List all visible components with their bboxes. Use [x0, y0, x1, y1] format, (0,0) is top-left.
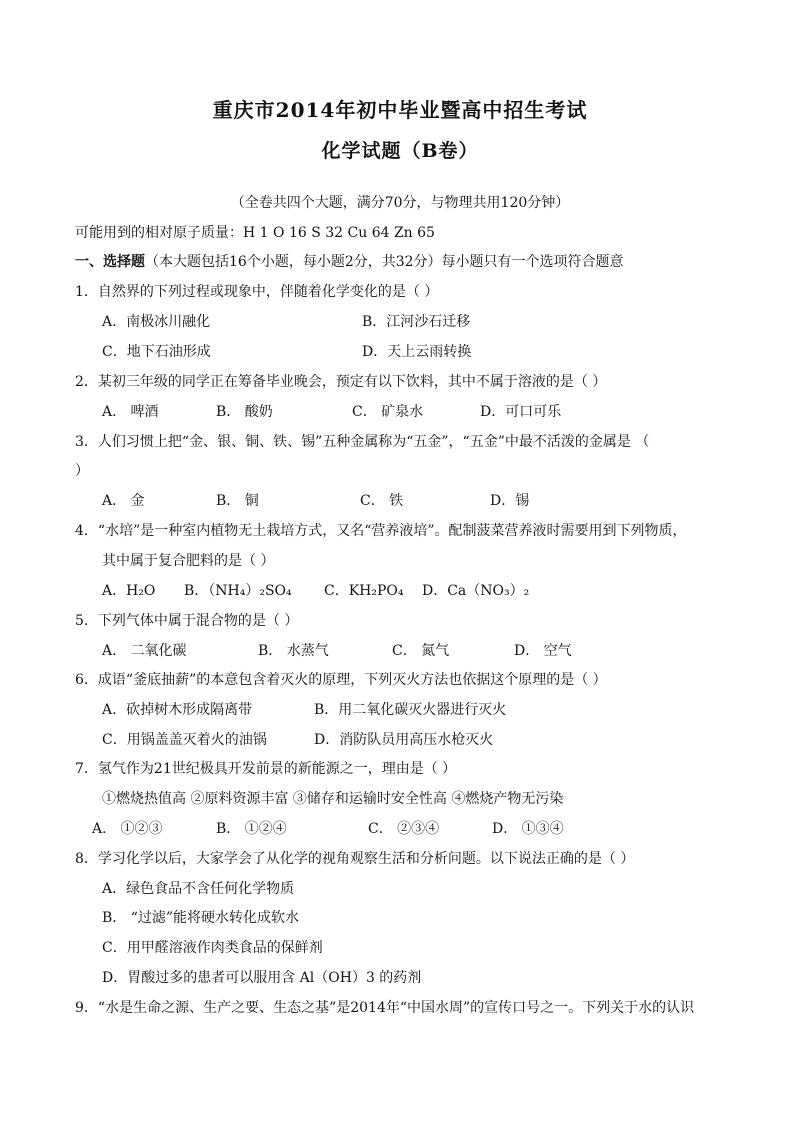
question-7-option-c: C． ②③④ — [368, 821, 440, 837]
atomic-masses: 可能用到的相对原子质量：H 1 O 16 S 32 Cu 64 Zn 65 — [75, 225, 435, 241]
question-2-option-c: C． 矿泉水 — [352, 404, 424, 420]
exam-note: （全卷共四个大题，满分70分，与物理共用120分钟） — [230, 195, 570, 211]
question-4-stem-cont: 其中属于复合肥料的是（ ） — [102, 553, 275, 569]
question-8-stem: 8．学习化学以后，大家学会了从化学的视角观察生活和分析问题。以下说法正确的是（ ） — [75, 851, 635, 867]
question-4-stem: 4．“水培”是一种室内植物无土栽培方式，又名“营养液培”。配制菠菜营养液时需要用到下列物质， — [75, 523, 687, 539]
question-6-option-c: C．用锅盖盖灭着火的油锅 — [102, 732, 267, 748]
question-5-option-c: C． 氮气 — [392, 643, 450, 659]
question-4-option-d: D．Ca（NO₃）₂ — [422, 583, 530, 599]
question-7-stem: 7．氢气作为21世纪极具开发前景的新能源之一，理由是（ ） — [75, 761, 457, 777]
question-7-option-a: A． ①②③ — [92, 821, 163, 837]
question-3-stem: 3．人们习惯上把“金、银、铜、铁、锡”五种金属称为“五金”，“五金”中最不活泼的金属是 （ — [75, 434, 650, 450]
question-5-stem: 5．下列气体中属于混合物的是（ ） — [75, 613, 299, 629]
question-4-option-b: B．（NH₄）₂SO₄ — [184, 583, 292, 599]
question-3-option-c: C． 铁 — [360, 493, 404, 509]
question-2-option-a: A． 啤酒 — [102, 404, 159, 420]
question-3-option-a: A． 金 — [102, 493, 145, 509]
exam-subtitle: 化学试题（B卷） — [321, 140, 479, 162]
question-5-option-a: A． 二氧化碳 — [102, 643, 187, 659]
question-8-option-a: A．绿色食品不含任何化学物质 — [102, 881, 295, 897]
section-heading-label: 一、选择题 — [75, 254, 145, 270]
question-2-option-d: D．可口可乐 — [480, 404, 562, 420]
question-3-option-b: B． 铜 — [216, 493, 259, 509]
question-6-option-a: A．砍掉树木形成隔离带 — [102, 702, 253, 718]
question-3-option-d: D．锡 — [490, 493, 530, 509]
question-1-option-a: A．南极冰川融化 — [102, 314, 211, 330]
question-4-option-a: A．H₂O — [102, 583, 156, 599]
question-1-stem: 1．自然界的下列过程或现象中，伴随着化学变化的是（ ） — [75, 284, 439, 300]
question-2-option-b: B． 酸奶 — [216, 404, 273, 420]
question-9-stem: 9．“水是生命之源、生产之要、生态之基”是2014年“中国水周”的宣传口号之一。下列关于水的认识 — [75, 1000, 695, 1016]
question-5-option-d: D． 空气 — [514, 643, 572, 659]
question-7-option-b: B． ①②④ — [216, 821, 287, 837]
question-1-option-b: B．江河沙石迁移 — [362, 314, 471, 330]
question-7-items: ①燃烧热值高 ②原料资源丰富 ③储存和运输时安全性高 ④燃烧产物无污染 — [102, 791, 564, 807]
question-5-option-b: B． 水蒸气 — [258, 643, 329, 659]
question-1-option-d: D．天上云雨转换 — [362, 344, 472, 360]
question-6-stem: 6．成语“釜底抽薪”的本意包含着灭火的原理，下列灭火方法也依据这个原理的是（ ） — [75, 672, 607, 688]
question-6-option-d: D．消防队员用高压水枪灭火 — [314, 732, 494, 748]
section-heading — [75, 251, 624, 271]
question-2-stem: 2．某初三年级的同学正在筹备毕业晚会，预定有以下饮料，其中不属于溶液的是（ ） — [75, 374, 607, 390]
exam-title: 重庆市2014年初中毕业暨高中招生考试 — [212, 98, 588, 122]
question-6-option-b: B．用二氧化碳灭火器进行灭火 — [314, 702, 507, 718]
question-8-option-b: B． “过滤”能将硬水转化成软水 — [102, 910, 300, 926]
question-4-option-c: C．KH₂PO₄ — [324, 583, 404, 599]
question-3-stem-cont: ） — [75, 463, 89, 479]
question-8-option-c: C．用甲醛溶液作肉类食品的保鲜剂 — [102, 940, 323, 956]
question-1-option-c: C．地下石油形成 — [102, 344, 211, 360]
question-8-option-d: D．胃酸过多的患者可以服用含 Al（OH）3 的药剂 — [102, 970, 422, 986]
section-heading-desc: （本大题包括16个小题，每小题2分，共32分）每小题只有一个选项符合题意 — [145, 254, 624, 270]
question-7-option-d: D． ①③④ — [492, 821, 564, 837]
